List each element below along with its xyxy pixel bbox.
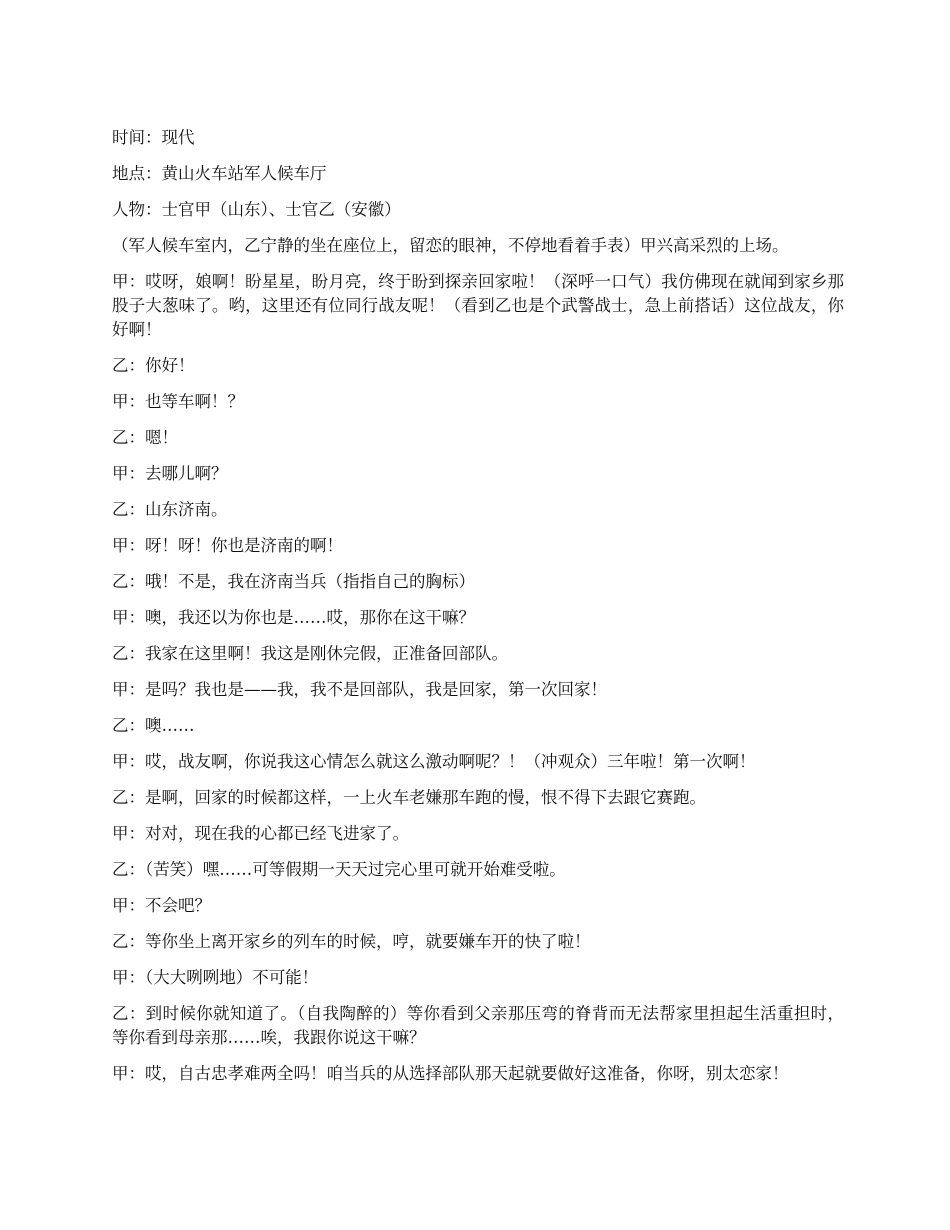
dialogue-line: 乙：我家在这里啊！我这是刚休完假，正准备回部队。 — [112, 644, 508, 663]
dialogue-line: 甲：呀！呀！你也是济南的啊！ — [112, 536, 343, 555]
dialogue-line: 甲：对对，现在我的心都已经飞进家了。 — [112, 824, 409, 843]
dialogue-line: 甲：不会吧？ — [112, 896, 211, 915]
scene-characters: 人物：士官甲（山东）、士官乙（安徽） — [112, 200, 401, 219]
scene-time: 时间：现代 — [112, 128, 195, 147]
dialogue-line: 乙：（苦笑）嘿……可等假期一天天过完心里可就开始难受啦。 — [112, 860, 566, 879]
dialogue-line: 乙：噢…… — [112, 716, 195, 735]
dialogue-line: 乙：到时候你就知道了。（自我陶醉的）等你看到父亲那压弯的脊背而无法帮家里担起生活重担时，等你看到母亲那……唉，我跟你说这干嘛？ — [112, 1004, 844, 1047]
scene-location: 地点：黄山火车站军人候车厅 — [112, 164, 327, 183]
dialogue-line: 甲：是吗？我也是——我，我不是回部队，我是回家，第一次回家！ — [112, 680, 607, 699]
dialogue-line: 甲：哎，自古忠孝难两全吗！咱当兵的从选择部队那天起就要做好这准备，你呀，别太恋家！ — [112, 1064, 789, 1083]
dialogue-line: 乙：等你坐上离开家乡的列车的时候，哼，就要嫌车开的快了啦！ — [112, 932, 591, 951]
stage-direction: （军人候车室内，乙宁静的坐在座位上，留恋的眼神，不停地看着手表）甲兴高采烈的上场。 — [112, 236, 789, 255]
dialogue-line: 甲：哎，战友啊，你说我这心情怎么就这么激动啊呢？！（冲观众）三年啦！第一次啊！ — [112, 752, 756, 771]
script-document — [112, 126, 844, 1098]
dialogue-line: 乙：嗯！ — [112, 428, 178, 447]
dialogue-line: 乙：你好！ — [112, 356, 195, 375]
dialogue-line: 甲：噢，我还以为你也是……哎，那你在这干嘛？ — [112, 608, 475, 627]
dialogue-line: 甲：（大大咧咧地）不可能！ — [112, 968, 319, 987]
dialogue-line: 乙：山东济南。 — [112, 500, 228, 519]
dialogue-line: 甲：哎呀，娘啊！盼星星，盼月亮，终于盼到探亲回家啦！（深呼一口气）我仿佛现在就闻到家乡那股子大葱味了。哟，这里还有位同行战友呢！（看到乙也是个武警战士，急上前搭话）这位战友，你好啊！ — [112, 272, 844, 339]
dialogue-line: 乙：是啊，回家的时候都这样，一上火车老嫌那车跑的慢，恨不得下去跟它赛跑。 — [112, 788, 706, 807]
dialogue-line: 乙：哦！不是，我在济南当兵（指指自己的胸标） — [112, 572, 475, 591]
dialogue-line: 甲：去哪儿啊？ — [112, 464, 228, 483]
dialogue-line: 甲：也等车啊！？ — [112, 392, 244, 411]
